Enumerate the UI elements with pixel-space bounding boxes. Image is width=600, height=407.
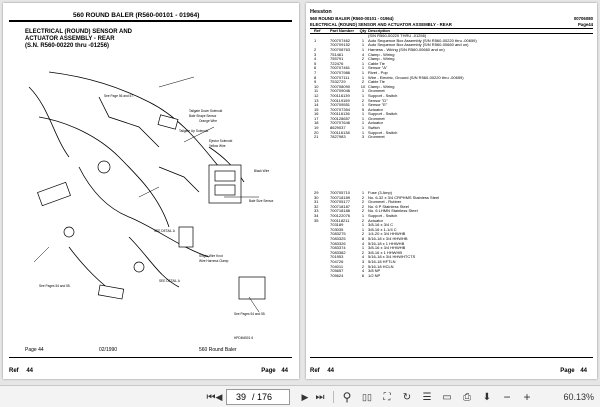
table-cell-ref: 18 xyxy=(314,120,319,126)
divider xyxy=(310,357,593,358)
table-cell-qty: 1 xyxy=(361,115,365,121)
table-cell-desc: Sensor "D" xyxy=(368,98,388,103)
table-cell-part: 7083325 xyxy=(330,235,346,241)
table-cell-part: 700707111 xyxy=(330,74,350,80)
right-page xyxy=(306,3,597,379)
table-cell-part: 700118211 xyxy=(330,217,350,223)
table-cell-desc: Grommet - Rubber xyxy=(368,200,402,205)
table-cell-desc: No. 6-32 x 3/4 CRPHMS Stainless Steel xyxy=(368,195,440,200)
table-cell-qty: 2 xyxy=(361,199,365,205)
table-cell-desc: Auto Sequence Box Assembly (S/N R560-00220 thru -00659) xyxy=(368,38,477,43)
table-cell-qty: 1 xyxy=(361,245,365,251)
table-cell-desc: 5/16-18 HCLN xyxy=(368,264,394,269)
table-cell-desc: Actuator xyxy=(368,218,383,223)
table-cell-desc: (S/N R560-00220 THRU -01256) xyxy=(368,34,427,39)
table-cell-part: 700116136 xyxy=(330,111,350,117)
table-cell-qty: 4 xyxy=(361,254,365,260)
ref-label: Ref xyxy=(310,368,320,374)
table-cell-desc: 3/8 NP xyxy=(368,269,381,274)
menu-icon[interactable]: ☰ xyxy=(422,391,432,403)
table-cell-desc: Wire - Electric, Ground (S/N R560-00220 thru -00659) xyxy=(368,75,464,80)
table-cell-desc: 5/16-18 x 3/4 HHWHB xyxy=(368,236,408,241)
table-cell-desc: 5/16-18 HFTLN xyxy=(368,259,396,264)
table-cell-ref: 32 xyxy=(314,203,319,209)
table-cell-desc: Switch xyxy=(368,126,380,131)
table-cell-desc: Grommet xyxy=(368,116,385,121)
table-cell-part: 7083382 xyxy=(330,249,346,255)
table-cell-desc: No. 6 P Stainless Steel xyxy=(368,204,409,209)
table-cell-part: 7532729 xyxy=(330,79,346,85)
fit-page-icon[interactable]: ⛶ xyxy=(383,391,391,403)
table-cell-desc: Rivet - Pop xyxy=(368,70,388,75)
table-cell-ref: 9 xyxy=(314,79,317,85)
table-cell-part: 700707462 xyxy=(330,37,351,43)
table-cell-desc: Clamp - Wiring xyxy=(368,84,395,89)
table-cell-part: 705657 xyxy=(330,268,344,274)
table-cell-desc: Support - Switch xyxy=(368,213,398,218)
callout-label: Orange Wire xyxy=(199,119,218,123)
table-cell-qty: 1 xyxy=(361,37,365,43)
rotate-icon[interactable]: ↻ xyxy=(402,391,412,403)
table-cell-ref: 5 xyxy=(314,60,317,66)
callout-label: SEE DETAIL A xyxy=(154,229,175,233)
table-cell-ref: 17 xyxy=(314,115,319,121)
callout-label: Bale Size Sensor xyxy=(249,199,274,203)
table-cell-qty: 1 xyxy=(361,88,365,94)
callout-label: Yellow Wire xyxy=(209,144,226,148)
footer-date: 02/1990 xyxy=(99,347,118,353)
column-header: Ref xyxy=(314,28,321,33)
table-cell-ref: 35 xyxy=(314,217,319,223)
table-cell-qty: 1 xyxy=(361,74,365,80)
double-page-icon[interactable]: ▯▯ xyxy=(362,391,372,402)
table-cell-desc: Grommet xyxy=(368,89,385,94)
table-cell-qty: 4 xyxy=(361,268,365,274)
table-cell-desc: Cable Tie xyxy=(368,61,385,66)
table-cell-desc: Clamp - Wiring xyxy=(368,57,395,62)
table-cell-part: 703189 xyxy=(330,222,344,228)
table-cell-desc: Fuse (3 Amp) xyxy=(368,191,393,195)
print-icon[interactable]: ⎙ xyxy=(463,391,471,403)
table-cell-part: 701953 xyxy=(330,254,344,260)
column-header: Part Number xyxy=(330,28,355,33)
table-cell-qty: 2 xyxy=(361,203,365,209)
table-cell-qty: 1 xyxy=(361,69,365,75)
ref-row xyxy=(9,368,292,374)
page-title: 560 ROUND BALER (R560-00101 - 01964) xyxy=(73,12,200,19)
page-number: 44 xyxy=(580,368,587,374)
table-cell-part: 7083374 xyxy=(330,245,346,251)
table-cell-qty: 10 xyxy=(360,83,366,89)
page-tag: Page44 xyxy=(577,22,593,27)
table-cell-qty: 4 xyxy=(361,51,365,57)
table-cell-part: 705624 xyxy=(330,272,344,278)
table-cell-part: 700708090 xyxy=(330,83,351,89)
callout-label: Ejector Solenoid xyxy=(209,139,233,143)
zoom-level[interactable]: 60.13% xyxy=(563,392,594,402)
ref-number: 44 xyxy=(26,368,34,374)
divider xyxy=(9,357,292,358)
table-cell-part: 700116139 xyxy=(330,92,350,98)
table-cell-part: 751461 xyxy=(330,51,344,57)
table-row xyxy=(310,274,593,279)
callout-label: Wire Harness Clamp xyxy=(199,259,229,263)
table-cell-ref: 30 xyxy=(314,194,319,200)
table-cell-ref: 21 xyxy=(314,134,319,140)
table-cell-qty: 1 xyxy=(361,65,365,71)
table-cell-part: 700709551 xyxy=(330,102,351,108)
table-cell-qty: 2 xyxy=(361,97,365,103)
table-cell-part: 755791 xyxy=(330,56,344,62)
footer-page: Page 44 xyxy=(25,347,44,353)
table-cell-part: 700707354 xyxy=(330,106,351,112)
table-cell-qty: 1 xyxy=(361,42,365,48)
page-number-box xyxy=(226,389,290,405)
table-cell-ref: 10 xyxy=(314,83,319,89)
parts-table xyxy=(310,191,593,278)
table-cell-ref: 4 xyxy=(314,56,317,62)
table-cell-qty: 2 xyxy=(361,217,365,223)
bookmark-icon[interactable]: ▭ xyxy=(442,391,452,403)
table-cell-desc: Grommet xyxy=(368,135,385,140)
table-cell-desc: Support - Switch xyxy=(368,130,398,135)
table-cell-desc: Actuator xyxy=(368,107,383,112)
left-page xyxy=(3,3,299,379)
table-cell-part: 700122076 xyxy=(330,212,351,218)
table-cell-part: 8629037 xyxy=(330,125,346,131)
zoom-in-icon[interactable]: + xyxy=(523,390,531,404)
doc-code: 00706080 xyxy=(573,16,593,21)
table-cell-qty: 2 xyxy=(361,194,365,200)
callout-label: See Page 56 and 57. xyxy=(104,94,134,98)
ref-number: 44 xyxy=(327,368,335,374)
table-cell-ref: 11 xyxy=(314,88,319,94)
table-cell-desc: Support - Switch xyxy=(368,93,398,98)
table-cell-desc: No. 6 LHMN Stainless Steel xyxy=(368,209,418,214)
table-cell-qty: 1 xyxy=(361,92,365,98)
table-cell-qty: 1 xyxy=(361,120,365,126)
table-cell-ref: 34 xyxy=(314,212,319,218)
table-cell-part: 7083326 xyxy=(330,240,346,246)
table-cell-qty: 1 xyxy=(361,125,365,131)
heading-line: ELECTRICAL (ROUND) SENSOR AND xyxy=(25,29,133,35)
table-row xyxy=(310,135,593,140)
table-cell-desc: Harness - Wiring (S/N R560-00660 and on) xyxy=(368,47,445,52)
table-cell-ref: 20 xyxy=(314,129,319,135)
callout-label: See Pages 54 and 55. xyxy=(234,312,266,316)
table-cell-qty: 2 xyxy=(361,231,365,237)
zoom-out-icon[interactable]: − xyxy=(503,390,511,404)
callout-label: See Pages 54 and 55. xyxy=(39,284,71,288)
table-cell-qty: 3 xyxy=(361,134,365,140)
table-cell-qty: 2 xyxy=(361,56,365,62)
table-cell-part: 700128657 xyxy=(330,115,351,121)
table-cell-ref: 14 xyxy=(314,102,319,108)
table-cell-qty: 1 xyxy=(361,226,365,232)
table-cell-desc: Auto Sequence Box Assembly (S/N R560-00660 and on) xyxy=(368,43,469,48)
column-header: Qty xyxy=(359,28,367,33)
table-cell-ref: 29 xyxy=(314,190,319,195)
last-page-button[interactable]: ⏭ xyxy=(315,391,325,403)
table-cell-part: 703035 xyxy=(330,226,344,232)
callout-label: Single Wire Knot xyxy=(199,254,223,258)
table-cell-qty: 1 xyxy=(361,190,365,195)
callout-label: Tailgate Up Solenoid xyxy=(179,129,209,133)
page-title-bar xyxy=(9,11,292,22)
table-cell-desc: 3/8-16 x 3/4 HHWHB xyxy=(368,246,406,251)
table-cell-part: 700707461 xyxy=(330,65,351,71)
table-cell-qty: 2 xyxy=(361,79,365,85)
page-label: Page xyxy=(261,368,276,374)
callout-label: Bale Shape Sensor xyxy=(189,114,217,118)
table-cell-desc: Sensor "A" xyxy=(368,66,388,71)
table-cell-ref: 15 xyxy=(314,106,319,112)
table-cell-ref: 3 xyxy=(314,51,317,57)
table-cell-desc: 3/8-16 x 1 HHWHB xyxy=(368,250,403,255)
table-cell-part: 7827983 xyxy=(330,134,346,140)
heading-line: (S.N. R560-00220 thru -01256) xyxy=(25,43,110,49)
table-cell-qty: 1 xyxy=(361,222,365,228)
table-cell-ref: 33 xyxy=(314,208,319,214)
table-cell-ref: 1 xyxy=(314,37,317,43)
table-cell-part: 700708763 xyxy=(330,46,351,52)
parts-list-subtitle: ELECTRICAL (ROUND) SENSOR AND ACTUATOR ASSEMBLY - REAR xyxy=(310,22,452,27)
table-cell-part: 700718189 xyxy=(330,194,351,200)
brand-name: Hesston xyxy=(310,9,332,15)
table-cell-ref: 19 xyxy=(314,125,319,131)
table-cell-ref: 6 xyxy=(314,65,317,71)
table-cell-ref: 16 xyxy=(314,111,319,117)
table-cell-qty: 2 xyxy=(361,208,365,214)
table-cell-ref: 8 xyxy=(314,74,317,80)
table-cell-part: 7083275 xyxy=(330,231,346,237)
table-cell-ref: 7 xyxy=(314,69,317,75)
table-cell-ref: 2 xyxy=(314,46,317,52)
table-cell-qty: 1 xyxy=(361,111,365,117)
table-cell-part: 700705710 xyxy=(330,190,351,195)
viewer-toolbar xyxy=(0,385,600,407)
table-cell-part: 700718188 xyxy=(330,208,351,214)
table-cell-ref: 12 xyxy=(314,92,319,98)
table-cell-ref: 31 xyxy=(314,199,319,205)
footer-title: 560 Round Baler xyxy=(199,347,237,353)
figure-code: HPDM4501 6 xyxy=(234,336,254,340)
exploded-parts-diagram xyxy=(9,47,292,347)
ref-row xyxy=(310,368,593,374)
table-cell-qty: 5 xyxy=(361,106,365,112)
table-cell-part: 700116138 xyxy=(330,129,350,135)
total-pages: / 176 xyxy=(252,392,273,402)
table-cell-desc: 1/4-20 x 3/4 HHWHB xyxy=(368,232,406,237)
table-cell-desc: 1/2 NP xyxy=(368,273,381,278)
previous-page-button[interactable]: ◀ xyxy=(215,391,223,402)
page-number: 44 xyxy=(281,368,288,374)
callout-label: SEE DETAIL A xyxy=(159,279,180,283)
ref-label: Ref xyxy=(9,368,19,374)
table-cell-part: 704726 xyxy=(330,258,344,264)
table-cell-part: 722476 xyxy=(330,60,344,66)
table-cell-qty: 1 xyxy=(361,129,365,135)
next-page-button[interactable]: ▶ xyxy=(301,391,309,402)
callout-label: Tailgate Down Solenoid xyxy=(189,109,223,113)
search-icon[interactable]: ⚲ xyxy=(342,390,352,404)
table-cell-ref xyxy=(310,274,330,279)
table-cell-part: 704011 xyxy=(330,263,344,269)
table-cell-qty: 1 xyxy=(361,212,365,218)
current-page-input[interactable]: 39 xyxy=(235,392,246,402)
table-cell-desc: Sensor "E" xyxy=(368,103,388,108)
page-label: Page xyxy=(560,368,575,374)
table-cell-qty: 4 xyxy=(361,240,365,246)
heading-line: ACTUATOR ASSEMBLY - REAR xyxy=(25,36,115,42)
table-cell-desc: 3/8-16 x 3/4 C xyxy=(368,223,394,228)
table-cell-qty: 1 xyxy=(361,60,365,66)
table-cell-qty: 1 xyxy=(361,46,365,52)
table-cell-ref: 13 xyxy=(314,97,319,103)
table-cell-qty: 1 xyxy=(361,102,365,108)
table-cell-qty: 6 xyxy=(361,272,365,278)
table-cell-qty: 8 xyxy=(361,235,365,241)
table-cell-desc: 5/16-18 x 1 HHWHB xyxy=(368,241,405,246)
table-cell-qty: 2 xyxy=(361,263,365,269)
save-icon[interactable]: ⬇ xyxy=(482,391,492,403)
table-cell-part: 700119159 xyxy=(330,97,350,103)
table-cell-desc: 3/8-16 x 1-1/4 C xyxy=(368,227,397,232)
table-cell-part: 700718187 xyxy=(330,203,351,209)
table-cell-part: 700709046 xyxy=(330,88,351,94)
column-header: Description xyxy=(368,29,391,33)
callout-label: Black Wire xyxy=(254,169,270,173)
table-cell-desc: Actuator xyxy=(368,121,383,126)
table-cell-qty: 3 xyxy=(361,258,365,264)
parts-list-title: 560 ROUND BALER (R560-00101 - 01964) xyxy=(310,16,394,21)
table-cell-part: 700709152 xyxy=(330,42,351,48)
table-cell-desc: Clamp - Wiring xyxy=(368,52,395,57)
table-cell-qty: 2 xyxy=(361,249,365,255)
table-cell-part: 700707986 xyxy=(330,69,351,75)
table-cell-desc: 5/16-18 x 3/4 HHWHTCTS xyxy=(368,255,416,260)
table-cell-part: 700705177 xyxy=(330,199,351,205)
table-cell-desc: Support - Switch xyxy=(368,112,398,117)
table-cell-part: 700707646 xyxy=(330,120,351,126)
first-page-button[interactable]: ⏮ xyxy=(206,391,216,403)
parts-table xyxy=(310,29,593,140)
divider xyxy=(333,391,334,403)
table-cell-desc: Cable Tie xyxy=(368,80,385,85)
